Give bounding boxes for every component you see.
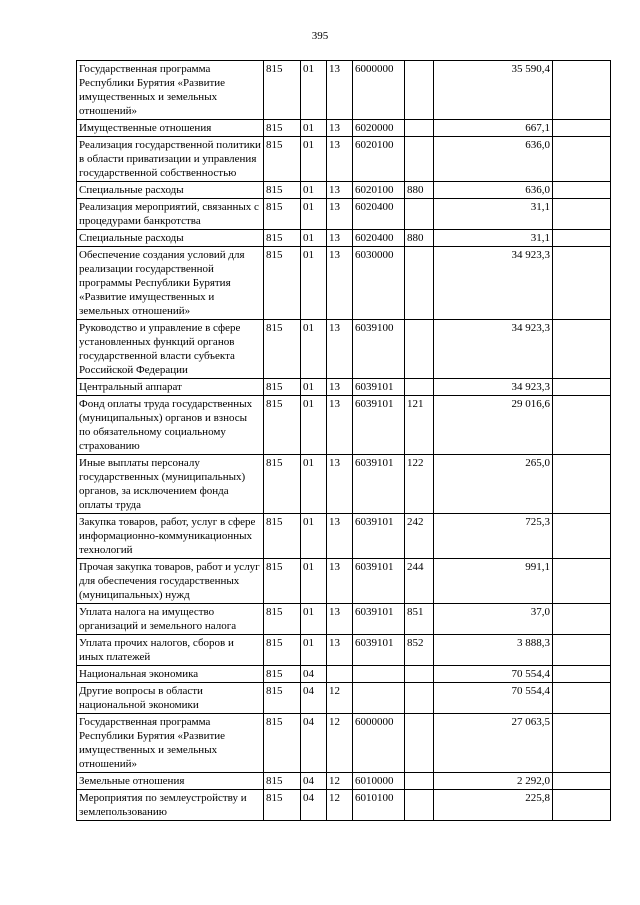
table-row	[77, 635, 611, 666]
target-article-code: 6010000	[353, 773, 405, 790]
section-code: 01	[301, 514, 327, 559]
ministry-code: 815	[264, 714, 301, 773]
target-article-code: 6039101	[353, 635, 405, 666]
expense-kind-code	[405, 61, 434, 120]
row-name: Центральный аппарат	[77, 379, 264, 396]
row-name: Реализация мероприятий, связанных с процедурами банкротства	[77, 199, 264, 230]
extra-cell	[553, 120, 611, 137]
extra-cell	[553, 666, 611, 683]
budget-table	[76, 60, 611, 821]
ministry-code: 815	[264, 199, 301, 230]
row-name: Прочая закупка товаров, работ и услуг для обеспечения государственных (муниципальных) нужд	[77, 559, 264, 604]
subsection-code: 13	[327, 604, 353, 635]
extra-cell	[553, 247, 611, 320]
ministry-code: 815	[264, 120, 301, 137]
row-name: Уплата налога на имущество организаций и земельного налога	[77, 604, 264, 635]
amount: 34 923,3	[434, 379, 553, 396]
row-name: Государственная программа Республики Бурятия «Развитие имущественных и земельных отношений»	[77, 714, 264, 773]
ministry-code: 815	[264, 773, 301, 790]
section-code: 01	[301, 137, 327, 182]
table-row	[77, 604, 611, 635]
target-article-code: 6020000	[353, 120, 405, 137]
extra-cell	[553, 714, 611, 773]
subsection-code: 13	[327, 455, 353, 514]
expense-kind-code	[405, 714, 434, 773]
table-row	[77, 137, 611, 182]
table-row	[77, 396, 611, 455]
section-code: 04	[301, 790, 327, 821]
subsection-code: 12	[327, 773, 353, 790]
expense-kind-code	[405, 790, 434, 821]
expense-kind-code: 880	[405, 230, 434, 247]
target-article-code: 6039101	[353, 379, 405, 396]
row-name: Реализация государственной политики в области приватизации и управления государственной собственностью	[77, 137, 264, 182]
row-name: Национальная экономика	[77, 666, 264, 683]
ministry-code: 815	[264, 666, 301, 683]
table-row	[77, 230, 611, 247]
table-row	[77, 320, 611, 379]
expense-kind-code: 880	[405, 182, 434, 199]
extra-cell	[553, 199, 611, 230]
expense-kind-code	[405, 120, 434, 137]
row-name: Специальные расходы	[77, 182, 264, 199]
section-code: 01	[301, 230, 327, 247]
amount: 70 554,4	[434, 666, 553, 683]
ministry-code: 815	[264, 247, 301, 320]
amount: 70 554,4	[434, 683, 553, 714]
table-row	[77, 790, 611, 821]
extra-cell	[553, 773, 611, 790]
extra-cell	[553, 396, 611, 455]
row-name: Земельные отношения	[77, 773, 264, 790]
target-article-code: 6020400	[353, 199, 405, 230]
extra-cell	[553, 604, 611, 635]
extra-cell	[553, 320, 611, 379]
expense-kind-code	[405, 666, 434, 683]
subsection-code: 13	[327, 379, 353, 396]
expense-kind-code: 121	[405, 396, 434, 455]
table-row	[77, 199, 611, 230]
expense-kind-code	[405, 247, 434, 320]
row-name: Имущественные отношения	[77, 120, 264, 137]
amount: 34 923,3	[434, 320, 553, 379]
subsection-code: 12	[327, 790, 353, 821]
ministry-code: 815	[264, 790, 301, 821]
target-article-code: 6039100	[353, 320, 405, 379]
section-code: 04	[301, 714, 327, 773]
amount: 27 063,5	[434, 714, 553, 773]
section-code: 01	[301, 379, 327, 396]
table-row	[77, 514, 611, 559]
extra-cell	[553, 559, 611, 604]
target-article-code	[353, 666, 405, 683]
amount: 35 590,4	[434, 61, 553, 120]
subsection-code: 13	[327, 137, 353, 182]
expense-kind-code	[405, 379, 434, 396]
target-article-code: 6039101	[353, 455, 405, 514]
row-name: Руководство и управление в сфере установленных функций органов государственной власти субъекта Российской Федерации	[77, 320, 264, 379]
target-article-code: 6020100	[353, 182, 405, 199]
expense-kind-code: 851	[405, 604, 434, 635]
row-name: Государственная программа Республики Бурятия «Развитие имущественных и земельных отношений»	[77, 61, 264, 120]
ministry-code: 815	[264, 61, 301, 120]
expense-kind-code	[405, 199, 434, 230]
target-article-code	[353, 683, 405, 714]
row-name: Фонд оплаты труда государственных (муниципальных) органов и взносы по обязательному социальному страхованию	[77, 396, 264, 455]
ministry-code: 815	[264, 182, 301, 199]
target-article-code: 6020100	[353, 137, 405, 182]
section-code: 01	[301, 61, 327, 120]
section-code: 01	[301, 120, 327, 137]
subsection-code: 13	[327, 230, 353, 247]
extra-cell	[553, 182, 611, 199]
ministry-code: 815	[264, 396, 301, 455]
amount: 3 888,3	[434, 635, 553, 666]
ministry-code: 815	[264, 137, 301, 182]
ministry-code: 815	[264, 559, 301, 604]
table-row	[77, 61, 611, 120]
subsection-code: 13	[327, 635, 353, 666]
amount: 29 016,6	[434, 396, 553, 455]
section-code: 04	[301, 666, 327, 683]
ministry-code: 815	[264, 320, 301, 379]
subsection-code: 13	[327, 559, 353, 604]
extra-cell	[553, 61, 611, 120]
ministry-code: 815	[264, 683, 301, 714]
target-article-code: 6000000	[353, 714, 405, 773]
table-body	[77, 61, 611, 821]
expense-kind-code: 852	[405, 635, 434, 666]
amount: 34 923,3	[434, 247, 553, 320]
extra-cell	[553, 379, 611, 396]
amount: 667,1	[434, 120, 553, 137]
target-article-code: 6039101	[353, 396, 405, 455]
table-row	[77, 120, 611, 137]
row-name: Иные выплаты персоналу государственных (муниципальных) органов, за исключением фонда оплаты труда	[77, 455, 264, 514]
section-code: 01	[301, 604, 327, 635]
amount: 636,0	[434, 137, 553, 182]
amount: 31,1	[434, 230, 553, 247]
table-row	[77, 683, 611, 714]
extra-cell	[553, 635, 611, 666]
section-code: 01	[301, 199, 327, 230]
row-name: Мероприятия по землеустройству и землепользованию	[77, 790, 264, 821]
ministry-code: 815	[264, 604, 301, 635]
expense-kind-code: 244	[405, 559, 434, 604]
page-number: 395	[311, 30, 329, 42]
table-row	[77, 455, 611, 514]
section-code: 01	[301, 635, 327, 666]
row-name: Закупка товаров, работ, услуг в сфере информационно-коммуникационных технологий	[77, 514, 264, 559]
amount: 225,8	[434, 790, 553, 821]
extra-cell	[553, 683, 611, 714]
section-code: 01	[301, 247, 327, 320]
ministry-code: 815	[264, 514, 301, 559]
section-code: 01	[301, 396, 327, 455]
section-code: 01	[301, 455, 327, 514]
expense-kind-code	[405, 773, 434, 790]
section-code: 04	[301, 683, 327, 714]
ministry-code: 815	[264, 379, 301, 396]
subsection-code: 13	[327, 247, 353, 320]
row-name: Другие вопросы в области национальной экономики	[77, 683, 264, 714]
target-article-code: 6030000	[353, 247, 405, 320]
target-article-code: 6039101	[353, 559, 405, 604]
amount: 2 292,0	[434, 773, 553, 790]
target-article-code: 6010100	[353, 790, 405, 821]
expense-kind-code	[405, 683, 434, 714]
ministry-code: 815	[264, 635, 301, 666]
table-row	[77, 773, 611, 790]
extra-cell	[553, 455, 611, 514]
subsection-code: 13	[327, 514, 353, 559]
amount: 725,3	[434, 514, 553, 559]
expense-kind-code: 242	[405, 514, 434, 559]
expense-kind-code	[405, 137, 434, 182]
subsection-code	[327, 666, 353, 683]
section-code: 04	[301, 773, 327, 790]
row-name: Обеспечение создания условий для реализации государственной программы Республики Бурятия «Развитие имущественных и земельных отношений»	[77, 247, 264, 320]
subsection-code: 13	[327, 120, 353, 137]
section-code: 01	[301, 320, 327, 379]
extra-cell	[553, 514, 611, 559]
table-row	[77, 379, 611, 396]
amount: 31,1	[434, 199, 553, 230]
target-article-code: 6000000	[353, 61, 405, 120]
table-row	[77, 182, 611, 199]
amount: 636,0	[434, 182, 553, 199]
target-article-code: 6020400	[353, 230, 405, 247]
subsection-code: 12	[327, 714, 353, 773]
expense-kind-code	[405, 320, 434, 379]
extra-cell	[553, 230, 611, 247]
subsection-code: 12	[327, 683, 353, 714]
expense-kind-code: 122	[405, 455, 434, 514]
table-row	[77, 247, 611, 320]
subsection-code: 13	[327, 396, 353, 455]
subsection-code: 13	[327, 320, 353, 379]
table-row	[77, 714, 611, 773]
extra-cell	[553, 790, 611, 821]
ministry-code: 815	[264, 230, 301, 247]
row-name: Уплата прочих налогов, сборов и иных платежей	[77, 635, 264, 666]
target-article-code: 6039101	[353, 514, 405, 559]
extra-cell	[553, 137, 611, 182]
target-article-code: 6039101	[353, 604, 405, 635]
section-code: 01	[301, 182, 327, 199]
table-row	[77, 666, 611, 683]
amount: 265,0	[434, 455, 553, 514]
amount: 37,0	[434, 604, 553, 635]
ministry-code: 815	[264, 455, 301, 514]
row-name: Специальные расходы	[77, 230, 264, 247]
subsection-code: 13	[327, 61, 353, 120]
table-row	[77, 559, 611, 604]
subsection-code: 13	[327, 199, 353, 230]
amount: 991,1	[434, 559, 553, 604]
subsection-code: 13	[327, 182, 353, 199]
section-code: 01	[301, 559, 327, 604]
